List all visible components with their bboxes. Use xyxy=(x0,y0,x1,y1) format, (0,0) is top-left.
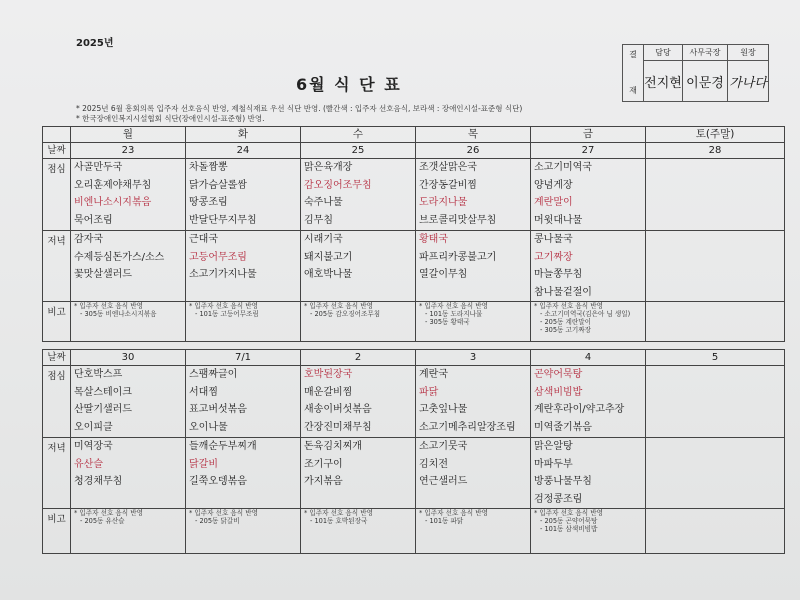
menu-item: 오이피클 xyxy=(74,421,113,433)
signature-text: 전지현 xyxy=(644,75,682,91)
approval-label: 결 재 xyxy=(623,45,644,102)
note-cell xyxy=(71,302,186,342)
day-header: 목 xyxy=(416,127,531,143)
signature xyxy=(644,61,683,102)
menu-item: 사골만두국 xyxy=(74,162,123,173)
menu-item: 소고기메추리알장조림 xyxy=(419,421,516,433)
date-cell: 27 xyxy=(531,143,646,159)
row-label-lunch: 점심 xyxy=(43,366,71,438)
menu-item: 고춧잎나물 xyxy=(419,404,468,416)
lunch-cell xyxy=(186,159,301,231)
menu-item: 참나물겉절이 xyxy=(534,286,592,298)
dinner-cell xyxy=(71,231,186,302)
menu-item: 머윗대나물 xyxy=(534,214,583,226)
menu-item: 닭갈비 xyxy=(189,458,218,470)
menu-table-week-2 xyxy=(42,349,785,554)
row-label-note: 비고 xyxy=(43,509,71,554)
note-line: * 입주자 선호 음식 반영 xyxy=(189,302,259,311)
note-line: - 소고기미역국(김은아 님 생일) xyxy=(540,310,631,319)
date-row xyxy=(43,143,785,159)
menu-item: 마늘쫑무침 xyxy=(534,269,583,281)
approval-role: 원장 xyxy=(728,45,769,61)
lunch-cell xyxy=(416,366,531,438)
row-label-dinner: 저녁 xyxy=(43,231,71,302)
menu-item: 닭가슴살롤쌈 xyxy=(189,179,247,191)
note-line: - 205동 계란말이 xyxy=(540,318,592,327)
header-notes xyxy=(76,104,522,124)
note-cell xyxy=(301,302,416,342)
menu-item: 소고기뭇국 xyxy=(419,441,468,452)
note-line: - 101동 파닭 xyxy=(425,517,464,526)
menu-item: 근대국 xyxy=(189,234,218,245)
note-line: * 입주자 선호 음식 반영 xyxy=(534,509,604,518)
menu-item: 감자국 xyxy=(74,234,103,245)
dinner-cell xyxy=(71,438,186,509)
menu-item: 감오징어조무침 xyxy=(304,179,372,191)
menu-item: 고기짜장 xyxy=(534,251,573,263)
menu-item: 김치전 xyxy=(419,458,448,470)
menu-item: 서대찜 xyxy=(189,386,218,398)
menu-item: 미역줄기볶음 xyxy=(534,421,592,433)
note-line: * 입주자 선호 음식 반영 xyxy=(419,509,489,518)
dinner-cell xyxy=(416,438,531,509)
menu-item: 목살스테이크 xyxy=(74,386,132,398)
menu-item: 브로콜리맛살무침 xyxy=(419,214,497,226)
signature xyxy=(728,61,769,102)
menu-item: 유산슬 xyxy=(74,458,103,470)
day-header: 월 xyxy=(71,127,186,143)
note-line: - 101동 고등어무조림 xyxy=(195,310,259,319)
menu-item: 길쭉오뎅볶음 xyxy=(189,476,247,488)
note-line: * 입주자 선호 음식 반영 xyxy=(419,302,489,311)
note-cell xyxy=(531,302,646,342)
note-cell xyxy=(186,302,301,342)
row-label-date: 날짜 xyxy=(43,143,71,159)
day-header: 화 xyxy=(186,127,301,143)
row-label-lunch: 점심 xyxy=(43,159,71,231)
approval-box xyxy=(622,44,769,102)
note-line: - 205동 닭갈비 xyxy=(195,517,240,526)
note-line: * 입주자 선호 음식 반영 xyxy=(74,302,144,311)
approval-role: 담당 xyxy=(644,45,683,61)
menu-item: 새송이버섯볶음 xyxy=(304,404,372,416)
menu-item: 고등어무조림 xyxy=(189,251,247,263)
menu-item: 시래기국 xyxy=(304,234,343,245)
note-line: - 305동 황태국 xyxy=(425,318,470,327)
menu-item: 꽃맛살샐러드 xyxy=(74,269,132,281)
day-header: 수 xyxy=(301,127,416,143)
lunch-cell xyxy=(646,366,785,438)
note-line: * 2025년 6월 흥회의록 입주자 선호음식 반영, 제철식재료 우선 식단 반영. (빨간색 : 입주자 선호음식, 보라색 : 장애인시설-표준형 식단) xyxy=(76,104,523,113)
date-cell: 26 xyxy=(416,143,531,159)
note-cell xyxy=(646,509,785,554)
corner-cell xyxy=(43,127,71,143)
note-line: - 305동 고기짜장 xyxy=(540,326,592,335)
menu-item: 산딸기샐러드 xyxy=(74,404,132,416)
note-row xyxy=(43,302,785,342)
lunch-cell xyxy=(531,159,646,231)
day-header: 토(주말) xyxy=(646,127,785,143)
note-cell xyxy=(646,302,785,342)
dinner-cell xyxy=(301,231,416,302)
menu-item: 연근샐러드 xyxy=(419,476,468,488)
lunch-cell xyxy=(646,159,785,231)
menu-item: 계란말이 xyxy=(534,197,573,209)
dinner-cell xyxy=(531,231,646,302)
date-cell: 3 xyxy=(416,350,531,366)
dinner-cell xyxy=(646,438,785,509)
menu-item: 황태국 xyxy=(419,234,448,245)
lunch-cell xyxy=(416,159,531,231)
note-line: * 입주자 선호 음식 반영 xyxy=(304,302,374,311)
lunch-cell xyxy=(71,159,186,231)
note-line: * 한국장애인복지시설협회 식단(장애인시설-표준형) 반영. xyxy=(76,114,265,123)
dinner-cell xyxy=(186,438,301,509)
menu-item: 맑은육개장 xyxy=(304,162,353,173)
menu-item: 돈육김치찌개 xyxy=(304,441,362,452)
menu-item: 표고버섯볶음 xyxy=(189,404,247,416)
menu-item: 반달단무지무침 xyxy=(189,214,257,226)
note-cell xyxy=(71,509,186,554)
menu-item: 애호박나물 xyxy=(304,269,353,281)
menu-item: 마파두부 xyxy=(534,458,573,470)
date-cell: 23 xyxy=(71,143,186,159)
menu-item: 묵어조림 xyxy=(74,214,113,226)
menu-item: 숙주나물 xyxy=(304,197,343,209)
menu-item: 콩나물국 xyxy=(534,234,573,245)
note-line: - 305동 비엔나소시지볶음 xyxy=(80,310,157,319)
menu-item: 매운갈비찜 xyxy=(304,386,353,398)
date-cell: 30 xyxy=(71,350,186,366)
menu-item: 파닭 xyxy=(419,386,439,398)
menu-item: 간장동갈비찜 xyxy=(419,179,477,191)
menu-item: 미역장국 xyxy=(74,441,113,452)
lunch-cell xyxy=(301,366,416,438)
menu-item: 검정콩조림 xyxy=(534,493,583,505)
date-row xyxy=(43,350,785,366)
date-cell: 5 xyxy=(646,350,785,366)
lunch-row xyxy=(43,366,785,438)
menu-item: 계란후라이/약고추장 xyxy=(534,404,625,416)
note-cell xyxy=(301,509,416,554)
lunch-row xyxy=(43,159,785,231)
menu-item: 조기구이 xyxy=(304,458,343,470)
year-label: 2025년 xyxy=(76,38,114,49)
page-title: 6월 식 단 표 xyxy=(296,75,402,94)
dinner-cell xyxy=(416,231,531,302)
dinner-row xyxy=(43,438,785,509)
menu-item: 열갈이무침 xyxy=(419,269,468,281)
menu-item: 스팸짜글이 xyxy=(189,369,238,380)
date-cell: 7/1 xyxy=(186,350,301,366)
dinner-cell xyxy=(531,438,646,509)
note-cell xyxy=(531,509,646,554)
lunch-cell xyxy=(71,366,186,438)
date-cell: 24 xyxy=(186,143,301,159)
menu-item: 돼지불고기 xyxy=(304,251,353,263)
dinner-row xyxy=(43,231,785,302)
note-line: - 101동 삼색비빔밥 xyxy=(540,525,598,534)
dinner-cell xyxy=(646,231,785,302)
menu-item: 소고기미역국 xyxy=(534,162,592,173)
note-line: * 입주자 선호 음식 반영 xyxy=(304,509,374,518)
menu-item: 청경채무침 xyxy=(74,476,123,488)
note-line: - 101동 도라지나물 xyxy=(425,310,483,319)
menu-item: 조갯살맑은국 xyxy=(419,162,477,173)
menu-item: 단호박스프 xyxy=(74,369,123,380)
approval-role: 사무국장 xyxy=(683,45,728,61)
menu-item: 소고기가지나물 xyxy=(189,269,257,281)
date-cell: 28 xyxy=(646,143,785,159)
menu-item: 가지볶음 xyxy=(304,476,343,488)
note-cell xyxy=(186,509,301,554)
menu-item: 방풍나물무침 xyxy=(534,476,592,488)
menu-item: 양념게장 xyxy=(534,179,573,191)
menu-item: 땅콩조림 xyxy=(189,197,228,209)
date-cell: 4 xyxy=(531,350,646,366)
note-row xyxy=(43,509,785,554)
signature-text: 가나다 xyxy=(729,75,767,91)
menu-item: 오이나물 xyxy=(189,421,228,433)
day-header: 금 xyxy=(531,127,646,143)
note-line: * 입주자 선호 음식 반영 xyxy=(189,509,259,518)
menu-item: 간장진미채무침 xyxy=(304,421,372,433)
note-line: - 205동 곤약어묵탕 xyxy=(540,517,598,526)
note-line: - 205동 감오징어조무침 xyxy=(310,310,381,319)
dinner-cell xyxy=(186,231,301,302)
row-label-dinner: 저녁 xyxy=(43,438,71,509)
menu-item: 파프리카콩불고기 xyxy=(419,251,497,263)
note-line: * 입주자 선호 음식 반영 xyxy=(74,509,144,518)
signature-text: 이문경 xyxy=(686,75,724,91)
menu-item: 호박된장국 xyxy=(304,369,353,380)
note-line: * 입주자 선호 음식 반영 xyxy=(534,302,604,311)
date-cell: 2 xyxy=(301,350,416,366)
note-line: - 205동 유산슬 xyxy=(80,517,125,526)
lunch-cell xyxy=(186,366,301,438)
date-cell: 25 xyxy=(301,143,416,159)
menu-item: 차돌짬뽕 xyxy=(189,162,228,173)
lunch-cell xyxy=(531,366,646,438)
menu-item: 오리훈제야채무침 xyxy=(74,179,152,191)
menu-table-week-1 xyxy=(42,126,785,342)
menu-item: 들깨순두부찌개 xyxy=(189,441,257,452)
note-cell xyxy=(416,302,531,342)
menu-item: 계란국 xyxy=(419,369,448,380)
menu-item: 비엔나소시지볶음 xyxy=(74,197,152,209)
row-label-note: 비고 xyxy=(43,302,71,342)
row-label-date: 날짜 xyxy=(43,350,71,366)
signature xyxy=(683,61,728,102)
note-line: - 101동 호박된장국 xyxy=(310,517,368,526)
menu-item: 삼색비빔밥 xyxy=(534,386,583,398)
lunch-cell xyxy=(301,159,416,231)
menu-item: 맑은알탕 xyxy=(534,441,573,452)
day-header-row xyxy=(43,127,785,143)
menu-item: 수제등심돈가스/소스 xyxy=(74,251,165,263)
menu-item: 김무침 xyxy=(304,214,333,226)
menu-item: 도라지나물 xyxy=(419,197,468,209)
dinner-cell xyxy=(301,438,416,509)
menu-item: 곤약어묵탕 xyxy=(534,369,583,380)
note-cell xyxy=(416,509,531,554)
